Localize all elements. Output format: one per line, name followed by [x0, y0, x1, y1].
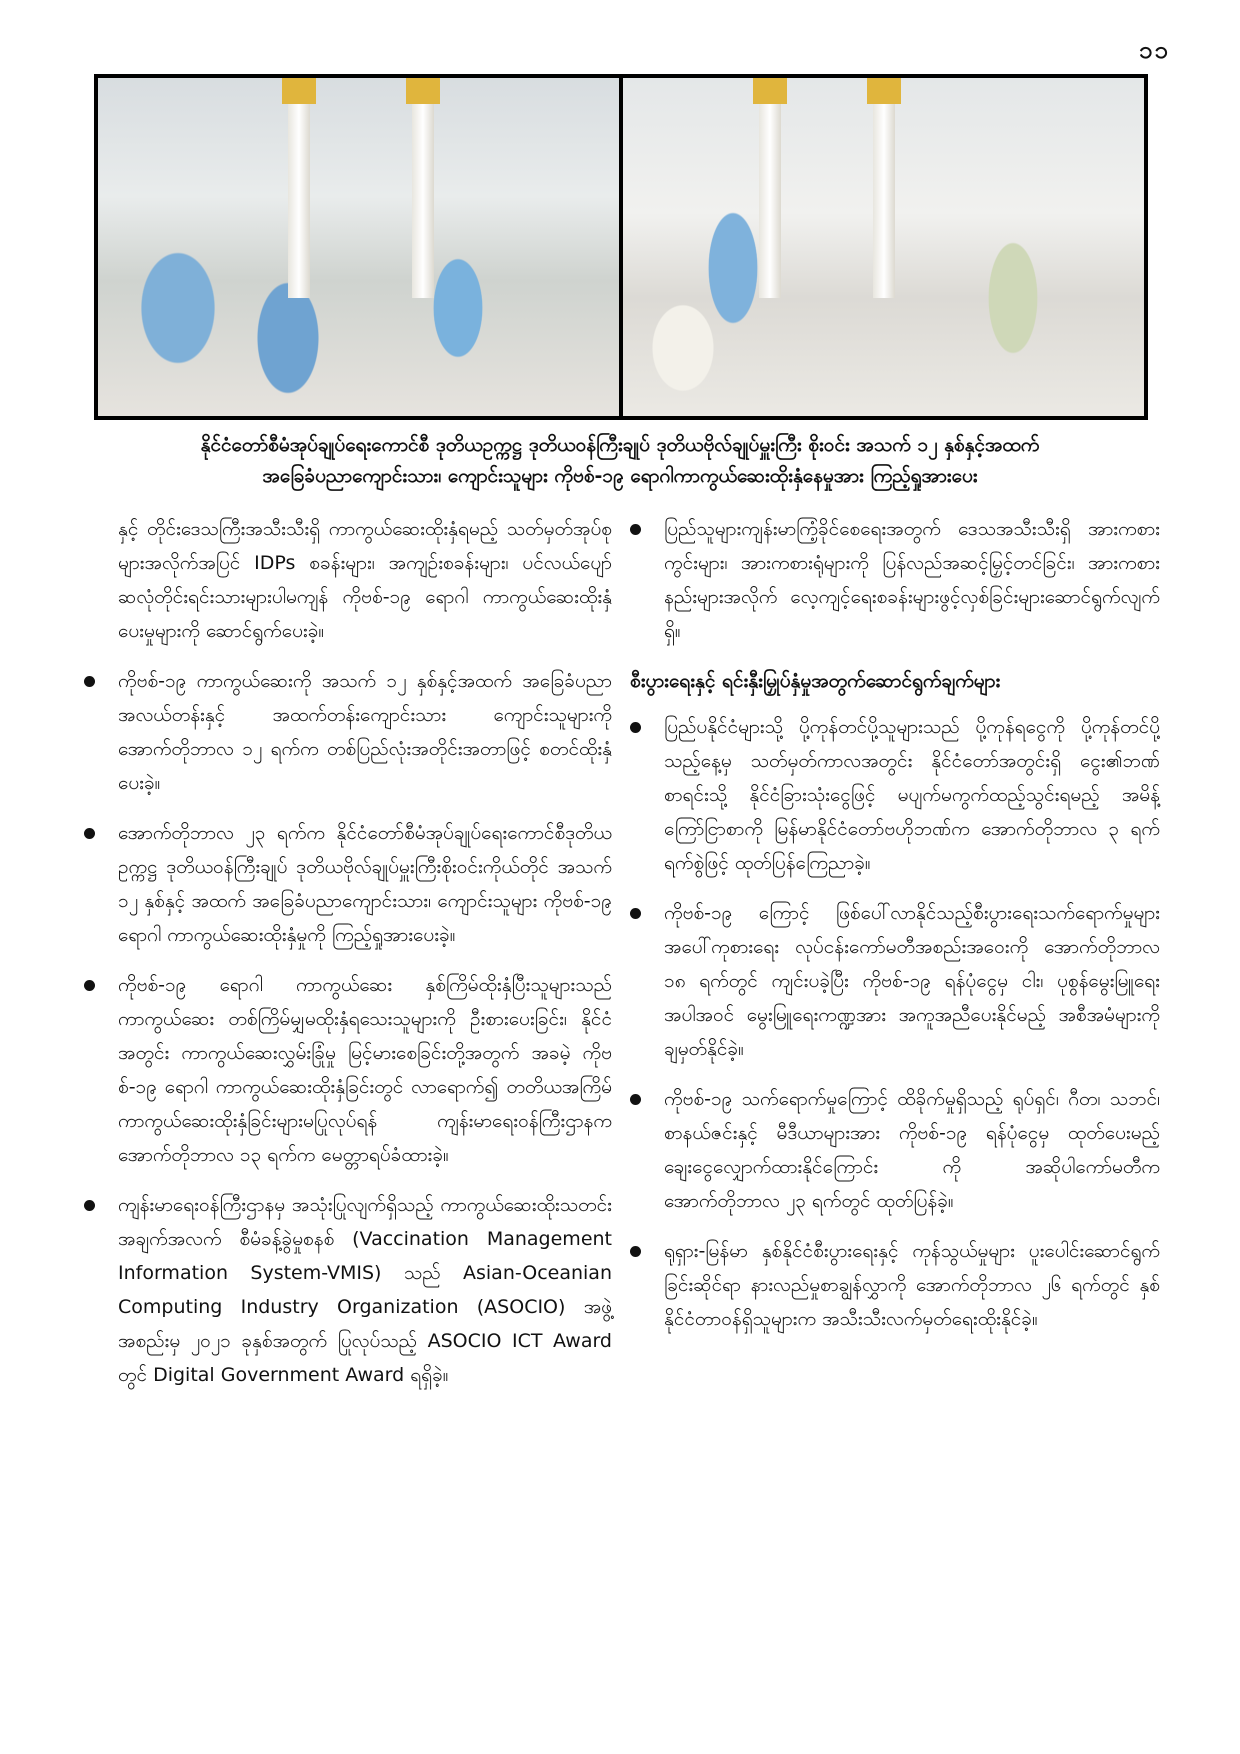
bullet-icon [630, 722, 641, 733]
intro-paragraph: နှင့် တိုင်းဒေသကြီးအသီးသီးရှိ ကာကွယ်ဆေးထိုးနှံရမည့် သတ်မှတ်အုပ်စုများအလိုက်အပြင် IDPs စခန်းများ၊ အကျဉ်းစခန်းများ၊ ပင်လယ်ပျော်ဆလုံတိုင်းရင်းသားများပါမကျန် ကိုဗစ်-၁၉ ရောဂါ ကာကွယ်ဆေးထိုးနှံပေးမှုများကို ဆောင်ရွက်ပေးခဲ့။ [118, 518, 612, 642]
section-heading: စီးပွားရေးနှင့် ရင်းနှီးမြှုပ်နှံမှုအတွက်ဆောင်ရွက်ချက်များ [630, 670, 1001, 692]
bullet-icon [630, 524, 641, 535]
bullet-text: ကိုဗစ်-၁၉ ကာကွယ်ဆေးကို အသက် ၁၂ နှစ်နှင့်အထက် အခြေခံပညာအလယ်တန်းနှင့် အထက်တန်းကျောင်းသား ကျောင်းသူများကို အောက်တိုဘာလ ၁၂ ရက်က တစ်ပြည်လုံးအတိုင်းအတာဖြင့် စတင်ထိုးနှံပေးခဲ့။ [118, 670, 612, 794]
photo-strip [94, 74, 1148, 420]
bullet-text: အောက်တိုဘာလ ၂၃ ရက်က နိုင်ငံတော်စီမံအုပ်ချုပ်ရေးကောင်စီဒုတိယဥက္ကဋ္ဌ ဒုတိယဝန်ကြီးချုပ် ဒုတိယဗိုလ်ချုပ်မှူးကြီးစိုးဝင်းကိုယ်တိုင် အသက် ၁၂ နှစ်နှင့် အထက် အခြေခံပညာကျောင်းသား၊ ကျောင်းသူများ ကိုဗစ်-၁၉ ရောဂါ ကာကွယ်ဆေးထိုးနှံမှုကို ကြည့်ရှုအားပေးခဲ့။ [118, 822, 612, 946]
list-item [84, 968, 612, 1172]
list-item [84, 664, 612, 800]
bullet-icon [630, 908, 641, 919]
caption-line-2: အခြေခံပညာကျောင်းသား၊ ကျောင်းသူများ ကိုဗစ်-၁၉ ရောဂါကာကွယ်ဆေးထိုးနှံနေမှုအား ကြည့်ရှုအားပေး [262, 465, 978, 487]
pillar [873, 78, 895, 298]
pillar-capital [282, 78, 316, 104]
pillar-capital [753, 78, 787, 104]
pillar-capital [867, 78, 901, 104]
pillar [759, 78, 781, 298]
photo-vaccination-visit [98, 78, 619, 416]
list-item [84, 1188, 612, 1392]
bullet-text: ကိုဗစ်-၁၉ ကြောင့် ဖြစ်ပေါ်လာနိုင်သည့်စီးပွားရေးသက်ရောက်မှုများအပေါ်ကုစားရေး လုပ်ငန်းကော်မတီအစည်းအဝေးကို အောက်တိုဘာလ ၁၈ ရက်တွင် ကျင်းပခဲ့ပြီး ကိုဗစ်-၁၉ ရန်ပုံငွေမှ ငါး၊ ပုစွန်မွေးမြူရေးအပါအဝင် မွေးမြူရေးကဏ္ဍအား အကူအညီပေးနိုင်မည့် အစီအမံများကို ချမှတ်နိုင်ခဲ့။ [664, 902, 1160, 1060]
list-item [630, 710, 1160, 880]
bullet-icon [84, 828, 95, 839]
list-item [630, 512, 1160, 648]
list-item [630, 1234, 1160, 1336]
bullet-text: ကျန်းမာရေးဝန်ကြီးဌာနမှ အသုံးပြုလျက်ရှိသည့် ကာကွယ်ဆေးထိုးသတင်းအချက်အလက် စီမံခန့်ခွဲမှုစနစ် (Vaccination Management Information System-VMIS) သည် Asian-Oceanian Computing Industry Organization (ASOCIO) အဖွဲ့အစည်းမှ ၂၀၂၁ ခုနှစ်အတွက် ပြုလုပ်သည့် ASOCIO ICT Award တွင် Digital Government Award ရရှိခဲ့။ [118, 1194, 612, 1386]
bullet-text: ပြည်ပနိုင်ငံများသို့ ပို့ကုန်တင်ပို့သူများသည် ပို့ကုန်ရငွေကို ပို့ကုန်တင်ပို့သည့်နေ့မှ သတ်မှတ်ကာလအတွင်း နိုင်ငံတော်အတွင်းရှိ ငွေး၏ဘဏ်စာရင်းသို့ နိုင်ငံခြားသုံးငွေဖြင့် မပျက်မကွက်ထည့်သွင်းရမည့် အမိန့်ကြော်ငြာစာကို မြန်မာနိုင်ငံတော်ဗဟိုဘဏ်က အောက်တိုဘာလ ၃ ရက် ရက်စွဲဖြင့် ထုတ်ပြန်ကြေညာခဲ့။ [664, 716, 1160, 874]
bullet-icon [84, 980, 95, 991]
list-item [630, 1082, 1160, 1218]
photo-students-vaccination [623, 78, 1144, 416]
bullet-text: ပြည်သူများကျန်းမာကြံ့ခိုင်စေရေးအတွက် ဒေသအသီးသီးရှိ အားကစားကွင်းများ၊ အားကစားရုံများကို ပြန်လည်အဆင့်မြှင့်တင်ခြင်း၊ အားကစားနည်းများအလိုက် လေ့ကျင့်ရေးစခန်းများဖွင့်လှစ်ခြင်းများဆောင်ရွက်လျက်ရှိ။ [664, 518, 1160, 642]
photo-caption [60, 430, 1180, 492]
list-item [630, 896, 1160, 1066]
bullet-icon [84, 1200, 95, 1211]
caption-line-1: နိုင်ငံတော်စီမံအုပ်ချုပ်ရေးကောင်စီ ဒုတိယဥက္ကဋ္ဌ ဒုတိယဝန်ကြီးချုပ် ဒုတိယဗိုလ်ချုပ်မှူးကြီး စိုးဝင်း အသက် ၁၂ နှစ်နှင့်အထက် [200, 434, 1040, 456]
bullet-icon [630, 1094, 641, 1105]
list-item [84, 816, 612, 952]
pillar [288, 78, 310, 298]
bullet-text: ကိုဗစ်-၁၉ ရောဂါ ကာကွယ်ဆေး နှစ်ကြိမ်ထိုးနှံပြီးသူများသည် ကာကွယ်ဆေး တစ်ကြိမ်မျှမထိုးနှံရသေးသူများကို ဦးစားပေးခြင်း၊ နိုင်ငံအတွင်း ကာကွယ်ဆေးလွှမ်းခြုံမှု မြင့်မားစေခြင်းတို့အတွက် အခမဲ့ ကိုဗစ်-၁၉ ရောဂါ ကာကွယ်ဆေးထိုးနှံခြင်းတွင် လာရောက်၍ တတိယအကြိမ် ကာကွယ်ဆေးထိုးနှံခြင်းများမပြုလုပ်ရန် ကျန်းမာရေးဝန်ကြီးဌာနက အောက်တိုဘာလ ၁၃ ရက်က မေတ္တာရပ်ခံထားခဲ့။ [118, 974, 612, 1166]
right-column [630, 512, 1160, 1352]
page-number: ၁၁ [1139, 36, 1170, 64]
pillar-capital [406, 78, 440, 104]
left-column [84, 512, 612, 1408]
pillar [412, 78, 434, 298]
bullet-icon [630, 1246, 641, 1257]
bullet-text: ကိုဗစ်-၁၉ သက်ရောက်မှုကြောင့် ထိခိုက်မှုရှိသည့် ရုပ်ရှင်၊ ဂီတ၊ သဘင်၊ စာနယ်ဇင်းနှင့် မီဒီယာများအား ကိုဗစ်-၁၉ ရန်ပုံငွေမှ ထုတ်ပေးမည့် ချေးငွေလျှောက်ထားနိုင်ကြောင်း ကို အဆိုပါကော်မတီက အောက်တိုဘာလ ၂၃ ရက်တွင် ထုတ်ပြန်ခဲ့။ [664, 1088, 1160, 1212]
bullet-icon [84, 676, 95, 687]
bullet-text: ရုရှား-မြန်မာ နှစ်နိုင်ငံစီးပွားရေးနှင့် ကုန်သွယ်မှုများ ပူးပေါင်းဆောင်ရွက်ခြင်းဆိုင်ရာ နားလည်မှုစာချွန်လွှာကို အောက်တိုဘာလ ၂၆ ရက်တွင် နှစ်နိုင်ငံတာဝန်ရှိသူများက အသီးသီးလက်မှတ်ရေးထိုးနိုင်ခဲ့။ [664, 1240, 1160, 1330]
